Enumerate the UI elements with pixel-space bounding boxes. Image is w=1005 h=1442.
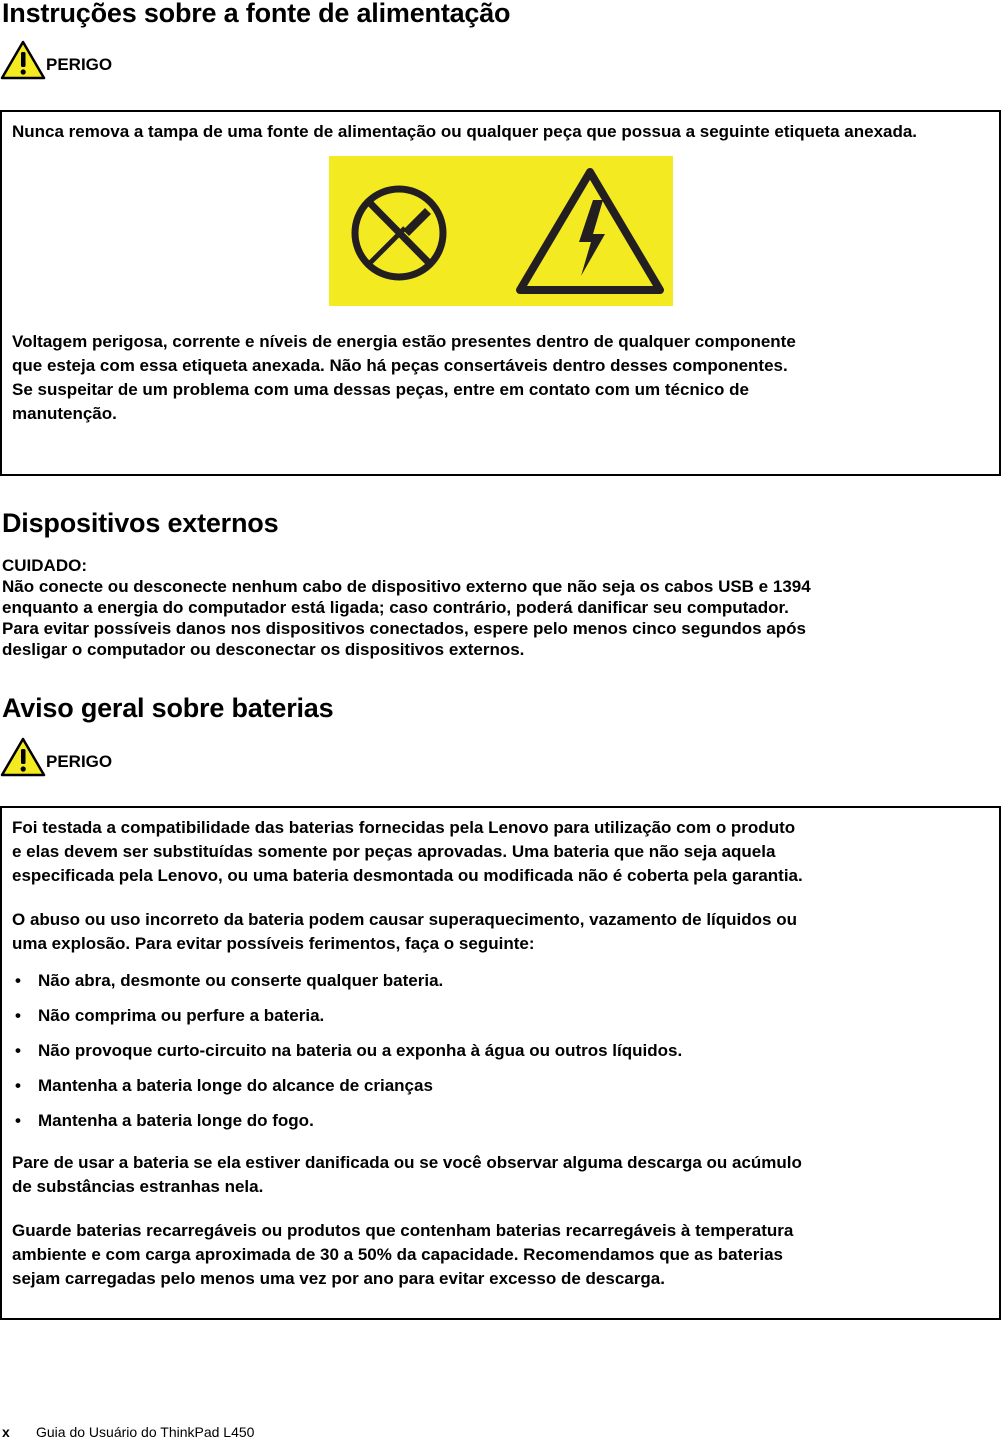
battery-para3-line-2: de substâncias estranhas nela. [12, 1177, 264, 1196]
bullet-icon: • [15, 1006, 21, 1025]
bullet-icon: • [15, 1076, 21, 1095]
battery-para1-line-1: Foi testada a compatibilidade das baterias fornecidas pela Lenovo para utilização com o produto [12, 818, 796, 837]
battery-para2-line-1: O abuso ou uso incorreto da bateria podem causar superaquecimento, vazamento de líquidos ou [12, 910, 797, 929]
bullet-icon: • [15, 971, 21, 990]
caution-line-3: Para evitar possíveis danos nos dispositivos conectados, espere pelo menos cinco segundos após [2, 619, 806, 638]
box-body-line-3: Se suspeitar de um problema com uma dessas peças, entre em contato com um técnico de [12, 380, 749, 399]
bullet-icon: • [15, 1041, 21, 1060]
caution-line-1: Não conecte ou desconecte nenhum cabo de dispositivo externo que não seja os cabos USB e 1394 [2, 577, 811, 596]
list-item [12, 1074, 989, 1098]
list-item [12, 969, 989, 993]
box-body-line-1: Voltagem perigosa, corrente e níveis de energia estão presentes dentro de qualquer componente [12, 332, 796, 351]
box-intro-text: Nunca remova a tampa de uma fonte de alimentação ou qualquer peça que possua a seguinte etiqueta anexada. [12, 122, 918, 141]
battery-para2-line-2: uma explosão. Para evitar possíveis ferimentos, faça o seguinte: [12, 934, 535, 953]
list-item-text: Não abra, desmonte ou conserte qualquer bateria. [38, 971, 444, 990]
danger-label: PERIGO [46, 752, 113, 771]
caution-line-4: desligar o computador ou desconectar os dispositivos externos. [2, 640, 525, 659]
box-body-line-4: manutenção. [12, 404, 117, 423]
section-title-external-devices: Dispositivos externos [2, 508, 279, 538]
high-voltage-warning-icon [520, 172, 660, 290]
battery-para4-line-2: ambiente e com carga aproximada de 30 a 50% da capacidade. Recomendamos que as baterias [12, 1245, 784, 1264]
list-item-text: Mantenha a bateria longe do alcance de crianças [38, 1076, 433, 1095]
list-item-text: Não comprima ou perfure a bateria. [38, 1006, 325, 1025]
page-footer [2, 1424, 254, 1440]
battery-para3-line-1: Pare de usar a bateria se ela estiver danificada ou se você observar alguma descarga ou acúmulo [12, 1153, 802, 1172]
battery-danger-notice [0, 737, 112, 777]
battery-precautions-list [12, 969, 989, 1133]
battery-para4-line-3: sejam carregadas pelo menos uma vez por ano para evitar excesso de descarga. [12, 1269, 665, 1288]
list-item-text: Mantenha a bateria longe do fogo. [38, 1111, 314, 1130]
battery-para1-line-2: e elas devem ser substituídas somente por peças aprovadas. Uma bateria que não seja aquela [12, 842, 776, 861]
no-screwdriver-icon [355, 189, 443, 277]
caution-label: CUIDADO: [2, 556, 87, 575]
battery-para1-line-3: especificada pela Lenovo, ou uma bateria desmontada ou modificada não é coberta pela garantia. [12, 866, 803, 885]
danger-notice [0, 40, 112, 80]
page-number: x [2, 1424, 10, 1440]
warning-triangle-icon [0, 40, 46, 80]
list-item [12, 1109, 989, 1133]
section-title-power-supply: Instruções sobre a fonte de alimentação [2, 0, 511, 28]
list-item [12, 1039, 989, 1063]
power-supply-danger-box [0, 110, 1001, 476]
danger-label: PERIGO [46, 55, 113, 74]
footer-title: Guia do Usuário do ThinkPad L450 [36, 1424, 255, 1440]
hazard-label-figure [329, 156, 673, 306]
box-body-line-2: que esteja com essa etiqueta anexada. Não há peças consertáveis dentro desses componentes. [12, 356, 788, 375]
battery-para4-line-1: Guarde baterias recarregáveis ou produtos que contenham baterias recarregáveis à temperatura [12, 1221, 794, 1240]
battery-danger-box [0, 806, 1001, 1320]
list-item [12, 1004, 989, 1028]
section-title-battery-notice: Aviso geral sobre baterias [2, 693, 334, 723]
warning-triangle-icon [0, 737, 46, 777]
bullet-icon: • [15, 1111, 21, 1130]
list-item-text: Não provoque curto-circuito na bateria ou a exponha à água ou outros líquidos. [38, 1041, 683, 1060]
external-devices-caution [2, 555, 1002, 660]
caution-line-2: enquanto a energia do computador está ligada; caso contrário, poderá danificar seu computador. [2, 598, 789, 617]
